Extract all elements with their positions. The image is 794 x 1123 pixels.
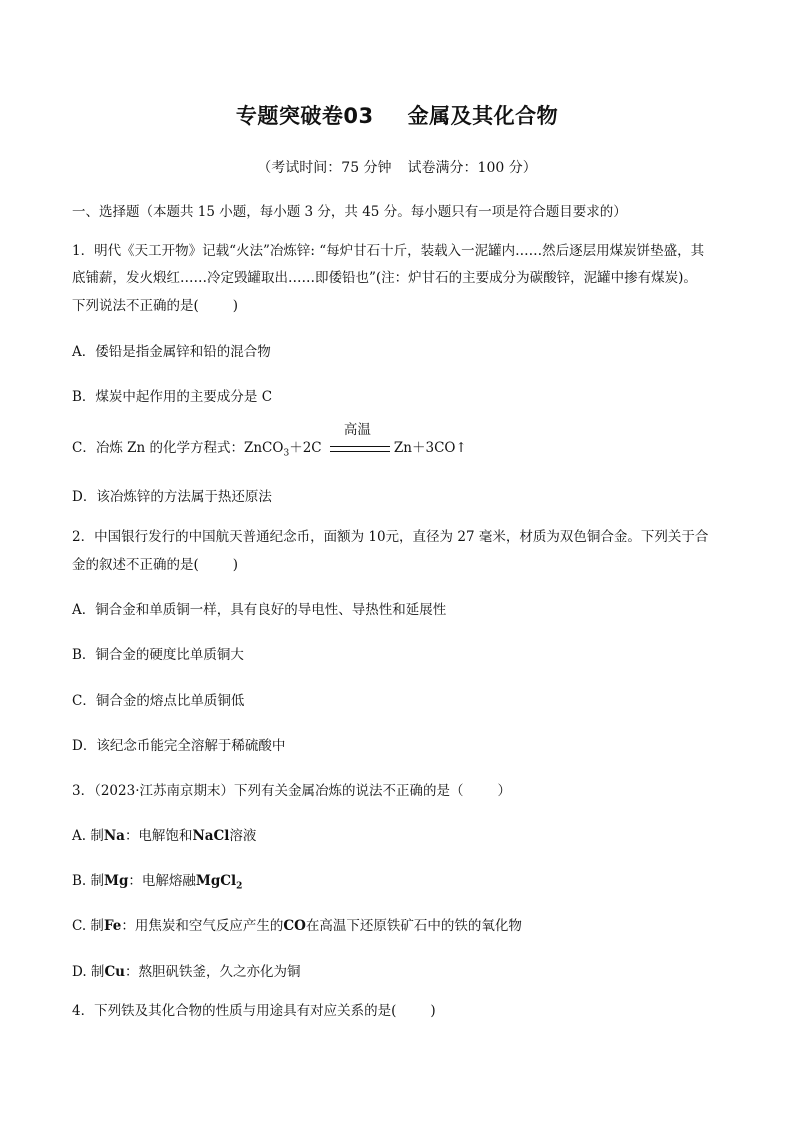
section-heading: 一、选择题（本题共 15 小题，每小题 3 分，共 45 分。每小题只有一项是符合题目要求的） <box>72 204 627 220</box>
q3-b-sub: 2 <box>236 881 243 892</box>
q3-c-suffix: 在高温下还原铁矿石中的铁的氧化物 <box>305 918 522 934</box>
reaction-condition: 高温 <box>343 422 371 438</box>
q3-c-formula1: Fe <box>103 918 122 934</box>
q1-c-sub: 3 <box>283 448 290 459</box>
q4-stem <box>72 1001 436 1021</box>
q1-stem-line1: 1．明代《天工开物》记载“火法”冶炼锌: “每炉甘石十斤，装载入一泥罐内……然后逐层用煤炭饼垫盛，其 <box>72 243 705 259</box>
q3-option-b <box>72 871 242 897</box>
q3-a-formula1: Na <box>103 828 125 844</box>
reaction-arrow <box>330 422 390 458</box>
q1-stem-line3 <box>72 296 238 316</box>
q4-stem-text: 4．下列铁及其化合物的性质与用途具有对应关系的是( <box>72 1003 397 1019</box>
q1-stem-text: 下列说法不正确的是( <box>72 298 199 314</box>
q2-option-a: A．铜合金和单质铜一样，具有良好的导电性、导热性和延展性 <box>72 602 447 618</box>
q1-option-a: A．倭铅是指金属锌和铅的混合物 <box>72 344 271 360</box>
q1-c-prefix: C．冶炼 Zn 的化学方程式：ZnCO <box>72 440 284 456</box>
q3-a-mid: ：电解饱和 <box>124 828 193 844</box>
q2-stem-text: 金的叙述不正确的是( <box>72 557 199 573</box>
q3-stem-end: ） <box>497 783 511 799</box>
exam-time: （考试时间：75 分钟 <box>257 160 392 176</box>
q3-d-formula1: Cu <box>104 964 125 980</box>
q3-a-formula2: NaCl <box>192 828 230 844</box>
q3-d-suffix: ：熬胆矾铁釜，久之亦化为铜 <box>125 964 301 980</box>
q3-b-formula1: Mg <box>104 873 129 889</box>
q3-stem <box>72 781 511 801</box>
q3-b-formula2: MgCl <box>195 873 237 889</box>
q3-b-prefix: B. 制 <box>72 873 105 889</box>
q3-c-mid: ：用焦炭和空气反应产生的 <box>121 918 284 934</box>
q2-option-b: B．铜合金的硬度比单质铜大 <box>72 647 244 663</box>
q1-stem-end: ) <box>232 298 239 314</box>
q2-stem-line2 <box>72 555 238 575</box>
q1-c-mid: ＋2C <box>289 440 322 456</box>
q2-option-d: D．该纪念币能完全溶解于稀硫酸中 <box>72 738 286 754</box>
q3-d-prefix: D. 制 <box>72 964 105 980</box>
q2-option-c: C．铜合金的熔点比单质铜低 <box>72 693 245 709</box>
q1-option-c <box>72 422 467 464</box>
q1-c-suffix: Zn＋3CO↑ <box>393 440 467 456</box>
q2-stem-line1: 2．中国银行发行的中国航天普通纪念币，面额为 10元，直径为 27 毫米，材质为双色铜合金。下列关于合 <box>72 529 709 545</box>
q3-b-mid: ：电解熔融 <box>128 873 196 889</box>
q3-c-formula2: CO <box>283 918 306 934</box>
q3-a-suffix: 溶液 <box>229 828 257 844</box>
q3-c-prefix: C. 制 <box>72 918 104 934</box>
equals-sign-icon <box>330 444 390 454</box>
q1-option-d: D．该冶炼锌的方法属于热还原法 <box>72 489 272 505</box>
exam-info <box>0 157 794 177</box>
q3-option-a <box>72 826 256 846</box>
q1-option-b: B．煤炭中起作用的主要成分是 C <box>72 389 273 405</box>
q3-option-d <box>72 962 301 982</box>
q4-stem-end: ) <box>430 1003 436 1019</box>
page-title <box>0 100 794 130</box>
exam-score: 试卷满分：100 分） <box>407 160 537 176</box>
q3-option-c <box>72 916 522 936</box>
q1-stem-line2: 底铺薪，发火煅红……冷定毁罐取出……即倭铅也”(注：炉甘石的主要成分为碳酸锌，泥罐中掺有煤炭)。 <box>72 270 697 286</box>
q2-stem-end: ) <box>232 557 239 573</box>
title-right: 金属及其化合物 <box>407 104 559 128</box>
q3-a-prefix: A. 制 <box>72 828 104 844</box>
q3-stem-text: 3．（2023·江苏南京期末）下列有关金属冶炼的说法不正确的是（ <box>72 783 464 799</box>
title-left: 专题突破卷03 <box>235 104 374 128</box>
